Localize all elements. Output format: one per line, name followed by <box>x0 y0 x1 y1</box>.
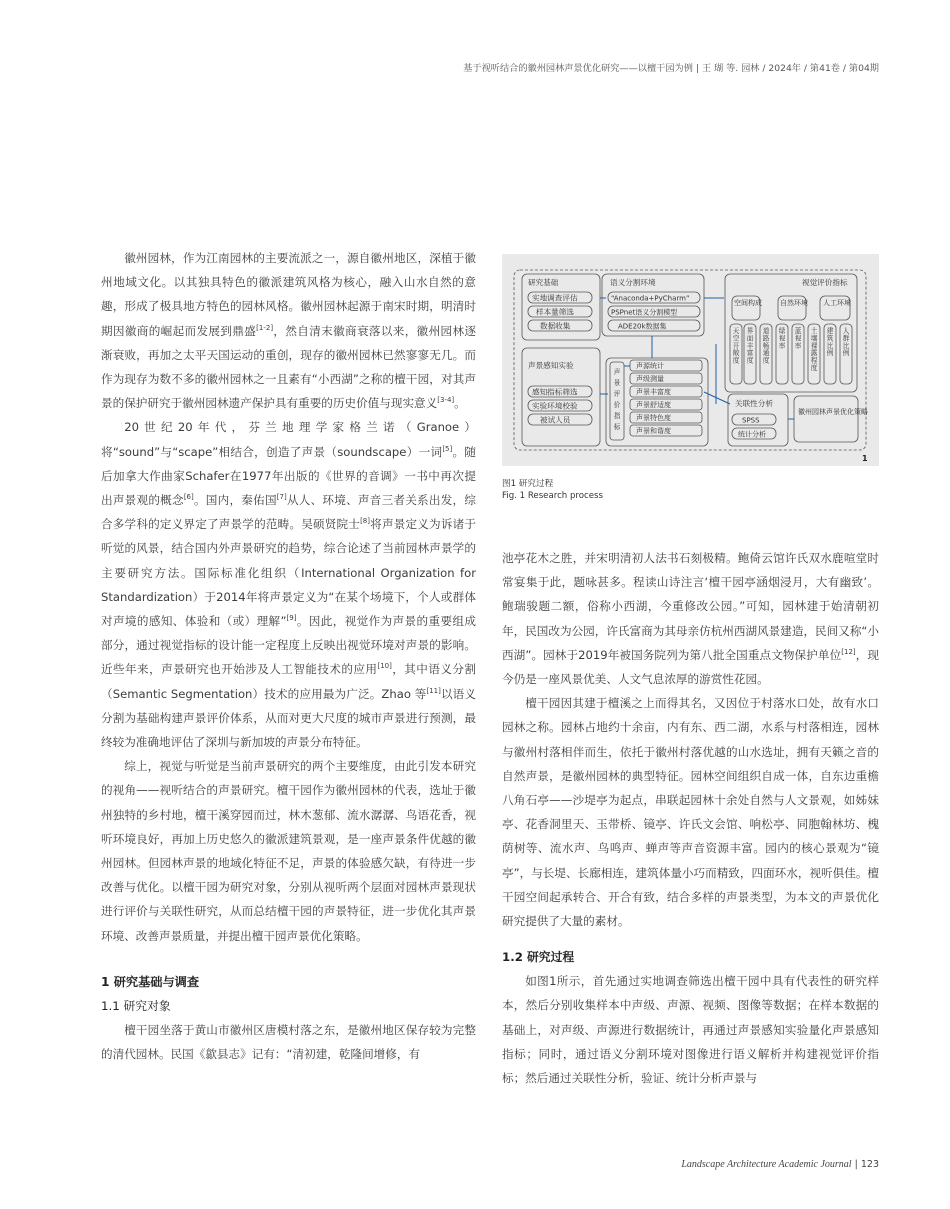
fig-box-strategy: 徽州园林声景优化策略 <box>798 408 868 416</box>
fig-eval: 声景特色度 <box>636 414 671 422</box>
paragraph-site-description: 檀干园因其建于檀溪之上而得其名，又因位于村落水口处，故有水口园林之称。园林占地约十余亩，内有东、西二湖，水系与村落相连，园林与徽州村落相伴而生，依托于徽州村落优越的山水选址，拥有天籁之音的自然声景，是徽州园林的典型特征。园林空间组织自成一体，自东边重檐八角石亭——沙堤亭为起点，串联起园林十余处自然与人文景观，如姊妹亭、花香洞里天、玉带桥、镜亭、许氏文会馆、响松亭、同胞翰林坊、槐荫树等、流水声、鸟鸣声、蝉声等声音资源丰富。园内的核心景观为“镜亭”，与长堤、长廊相连，建筑体量小巧而精致，四面环水，视听俱佳。檀干园空间起承转合、开合有致，结合多样的声景类型，为本文的声景优化研究提供了大量的素材。 <box>502 696 880 929</box>
fig-item: PSPnet语义分割模型 <box>611 308 678 317</box>
fig-visual-item: 人群比例 <box>842 327 850 358</box>
paragraph-research-process: 如图1所示，首先通过实地调查筛选出檀干园中具有代表性的研究样本，然后分别收集样本中声级、声源、视频、图像等数据；在样本数据的基础上，对声级、声源进行数据统计，再通过声景感知实验量化声景感知指标；同时，通过语义分割环境对图像进行语义解析并构建视觉评价指标；然后通过关联性分析，验证、统计分析声景与 <box>502 974 879 1086</box>
fig-box-correlation: 关联性分析 <box>735 399 773 408</box>
figure-caption <box>502 478 603 502</box>
fig-item: “Anaconda+PyCharm” <box>611 294 690 303</box>
fig-item: ADE20k数据集 <box>618 322 667 331</box>
paragraph-study-object: 檀干园坐落于黄山市徽州区唐模村落之东，是徽州地区保存较为完整的清代园林。民国《歙县志》记有：“清初建，乾隆间增修，有 <box>101 1022 476 1062</box>
citation: [5] <box>442 444 453 453</box>
paragraph-intro-2: 20世纪20年代，芬兰地理学家格兰诺（Granoe）将“sound”与“scape”相结合，创造了声景（soundscape）一词[5]。随后加拿大作曲家Schafer在1977年出版的《世界的音调》一书中再次提出声景观的概念[6]。国内，秦佑国[7]从人、环境、声音三者关系出发，综合多学科的定义界定了声景学的范畴。吴硕贤院士[8]将声景定义为诉诸于听觉的风景，结合国内外声景研究的趋势，综合论述了当前园林声景学的主要研究方法。国际标准化组织（International Organization for Standardization）于2014年将声景定义为“在某个场境下，个人或群体对声境的感知、体验和（或）理解”[9]。因此，视觉作为声景的重要组成部分，通过视觉指标的设计能一定程度上反映出视觉环境对声景的影响。近些年来，声景研究也开始涉及人工智能技术的应用[10]，其中语义分割（Semantic Segmentation）技术的应用最为广泛。Zhao 等[11]以语义分割为基础构建声景评价体系，从而对更大尺度的城市声景进行预测，最终较为准确地评估了深圳与新加坡的声景分布特征。 <box>101 420 476 750</box>
citation: [7] <box>276 493 287 502</box>
fig-box-perception: 声景感知实验 <box>528 361 574 370</box>
fig-item: 实地调查评估 <box>532 293 578 303</box>
fig-number: 1 <box>862 454 868 463</box>
fig-visual-item: 界面丰富度 <box>746 327 754 365</box>
fig-eval: 声源统计 <box>636 362 664 370</box>
citation: [1-2] <box>256 323 274 332</box>
fig-eval: 声级测量 <box>636 375 664 383</box>
paragraph-continued: 池亭花木之胜，并宋明清初人法书石刻极精。鲍倚云馆许氏双水鹿喧堂时常宴集于此，题咏甚多。程读山诗注言‘檀干园亭涵烟浸月，大有幽致’。鲍瑞骏题二额，俗称小西湖，今重修改公园。”可知，园林建于始清朝初年，民国改为公园，许氏富商为其母亲仿杭州西湖风景建造，民间又称“小西湖”。园林于2019年被国务院列为第八批全国重点文物保护单位[12]，现今仍是一座风景优美、人文气息浓厚的游赏性花园。 <box>502 551 880 687</box>
fig-item: 统计分析 <box>738 430 766 439</box>
fig-eval: 声景舒适度 <box>636 401 671 409</box>
paragraph-intro-3: 综上，视觉与听觉是当前声景研究的两个主要维度，由此引发本研究的视角——视听结合的声景研究。檀干园作为徽州园林的代表，选址于徽州独特的乡村地，檀干溪穿园而过，林木葱郁、流水潺潺、鸟语花香，视听环境良好，再加上历史悠久的徽派建筑景观，是一座声景条件优越的徽州园林。但园林声景的地域化特征不足，声景的体验感欠缺，有待进一步改善与优化。以檀干园为研究对象，分别从视听两个层面对园林声景现状进行评价与关联性研究，从而总结檀干园的声景特征，进一步优化其声景环境、改善声景质量，并提出檀干园声景优化策略。 <box>101 759 476 943</box>
running-header: 基于视听结合的徽州园林声景优化研究——以檀干园为例 | 王 瑚 等. 园林 / 2024年 / 第41卷 / 第04期 <box>463 63 879 74</box>
citation: [9] <box>286 614 297 623</box>
fig-visual-item: 建筑比例 <box>826 327 834 358</box>
fig-eval: 声景和谐度 <box>636 427 671 435</box>
fig-visual-item: 道路畅通度 <box>762 327 770 365</box>
fig-visual-item: 绿视率 <box>778 327 786 350</box>
research-process-figure <box>502 254 879 466</box>
fig-visual-item: 蓝视率 <box>794 327 802 350</box>
journal-name: Landscape Architecture Academic Journal <box>681 1159 852 1170</box>
fig-box-research-basis: 研究基础 <box>528 278 559 287</box>
citation: [10] <box>377 662 392 671</box>
fig-item: 被试人员 <box>540 415 571 425</box>
fig-box-visual: 视觉评价指标 <box>802 278 848 287</box>
subsection-heading-1-2: 1.2 研究过程 <box>502 950 575 965</box>
fig-visual-group: 自然环境 <box>780 299 808 307</box>
citation: [8] <box>360 517 370 526</box>
fig-eval-label: 声景评价指标 <box>613 368 621 431</box>
fig-item: 数据收集 <box>540 321 571 331</box>
fig-item: 实验环境校验 <box>532 401 578 411</box>
right-column <box>502 546 879 1090</box>
figure-caption-cn: 图1 研究过程 <box>502 479 554 489</box>
fig-eval: 声景丰富度 <box>636 388 671 396</box>
fig-visual-group: 空间构成 <box>734 299 762 307</box>
fig-visual-item: 土壤裸露程度 <box>810 327 818 372</box>
page-number: 123 <box>860 1159 879 1170</box>
page-footer: Landscape Architecture Academic Journal | 123 <box>681 1159 879 1170</box>
figure-caption-en: Fig. 1 Research process <box>502 491 603 501</box>
left-column <box>101 246 476 1066</box>
citation: [11] <box>426 686 441 695</box>
paragraph-intro-1: 徽州园林，作为江南园林的主要流派之一，源自徽州地区，深植于徽州地域文化。以其独具特色的徽派建筑风格为核心，融入山水自然的意趣，形成了极具地方特色的园林风格。徽州园林起源于南宋时期，明清时期因徽商的崛起而发展到鼎盛[1-2]，然自清末徽商衰落以来，徽州园林逐渐衰败，再加之太平天国运动的重创，现存的徽州园林已然寥寥无几。而作为现存为数不多的徽州园林之一且素有“小西湖”之称的檀干园，对其声景的保护研究于徽州园林遗产保护具有重要的历史价值与现实意义[3-4]。 <box>101 251 476 411</box>
section-heading-1: 1 研究基础与调查 <box>101 974 200 989</box>
citation: [3-4] <box>437 396 455 405</box>
citation: [12] <box>841 647 856 656</box>
citation: [6] <box>183 493 194 502</box>
fig-box-semantic: 语义分割环境 <box>610 278 656 287</box>
fig-item: SPSS <box>742 416 760 425</box>
fig-visual-item: 天空开敞度 <box>732 327 740 365</box>
fig-item: 感知指标筛选 <box>532 387 578 397</box>
subsection-heading-1-1: 1.1 研究对象 <box>101 998 171 1013</box>
fig-item: 样本量筛选 <box>536 307 574 317</box>
fig-visual-group: 人工环境 <box>823 299 851 307</box>
